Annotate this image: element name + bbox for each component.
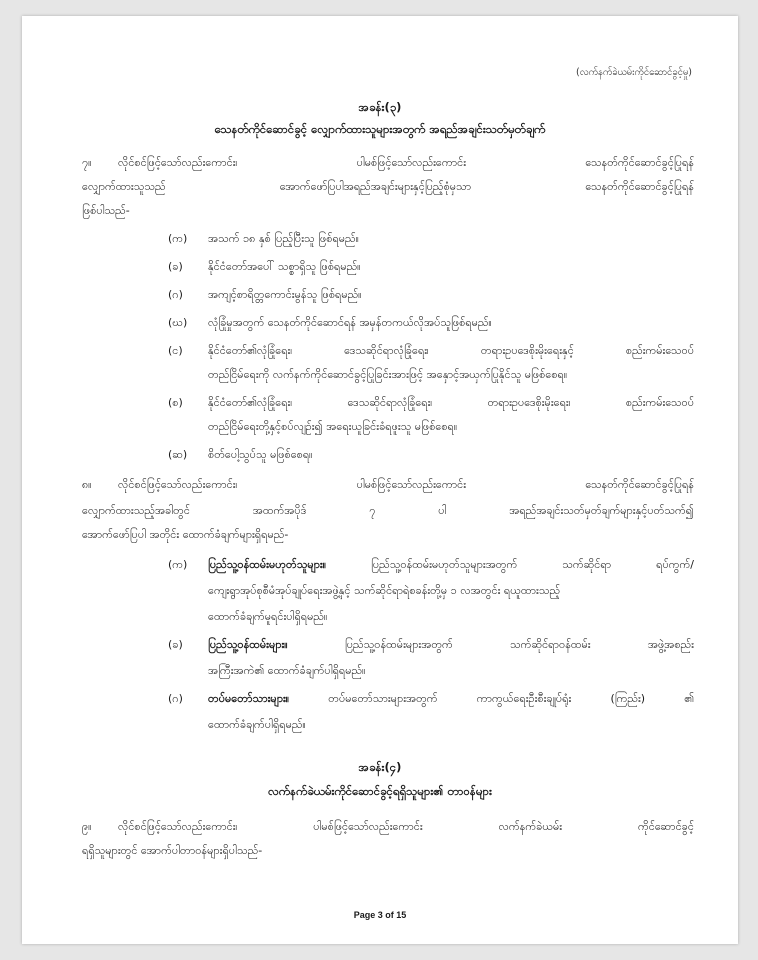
section-7-line-2 (82, 180, 694, 196)
section-7-line-3: ဖြစ်ပါသည်- (82, 204, 130, 217)
item-label: (ဆ) (168, 448, 188, 461)
section-8-line-3: အောက်ဖော်ပြပါ အတိုင်း ထောက်ခံချက်များရှိရမည်- (82, 528, 289, 541)
item-text: တည်ငြိမ်ရေးတို့နှင့်စပ်လျဉ်း၍ အရေးယူခြင်းခံရဖူးသူ မဖြစ်စေရ။ (208, 420, 458, 433)
text-segment: ပါမစ်ဖြင့်သော်လည်းကောင်း (356, 156, 467, 169)
item-label: (ဃ) (168, 316, 188, 329)
item-text: တည်ငြိမ်ရေးကို လက်နက်ကိုင်ဆောင်ခွင့်ပြုခြင်းအားဖြင့် အနှောင့်အယှက်ပြုနိုင်သူ မဖြစ်စေရ။ (208, 368, 568, 381)
section-9-line-1 (118, 820, 694, 836)
text-segment: တပ်မတော်သားများအတွက် (328, 692, 438, 705)
item-text: ထောက်ခံချက်မူရင်းပါရှိရမည်။ (208, 610, 328, 623)
text-segment: အထက်အပိုဒ် (252, 504, 307, 517)
item-text (208, 344, 694, 360)
item-label: (စ) (168, 396, 183, 409)
text-segment: သေနတ်ကိုင်ဆောင်ခွင့်ပြုရန် (585, 478, 694, 491)
item-text: အကျင့်စာရိတ္တကောင်းမွန်သူ ဖြစ်ရမည်။ (208, 288, 362, 301)
text-segment: အောက်ဖော်ပြပါအရည်အချင်းများနှင့်ပြည့်စုံမှသာ (279, 180, 472, 193)
text-segment: ပြည်သူ့ဝန်ထမ်းမဟုတ်သူများအတွက် (371, 558, 518, 571)
item-label: (င) (168, 344, 183, 357)
text-segment: သက်ဆိုင်ရာ (562, 558, 612, 571)
item-heading: ပြည်သူ့ဝန်ထမ်းမဟုတ်သူများ။ (208, 558, 327, 571)
text-segment: လျှောက်ထားသူသည် (82, 180, 166, 193)
chapter-3-subtitle: သေနတ်ကိုင်ဆောင်ခွင့် လျှောက်ထားသူများအတွက် အရည်အချင်းသတ်မှတ်ချက် (214, 122, 546, 136)
section-8-line-2 (82, 504, 694, 520)
item-text: အကြီးအကဲ၏ ထောက်ခံချက်ပါရှိရမည်။ (208, 664, 366, 677)
text-segment: လိုင်စင်ဖြင့်သော်လည်းကောင်း၊ (118, 478, 238, 491)
section-7-line-1 (118, 156, 694, 172)
text-segment: တရားဥပဒေစိုးမိုးရေးနှင့် (480, 344, 574, 357)
text-segment: နိုင်ငံတော်၏လုံခြုံရေး၊ (208, 396, 293, 409)
text-segment: အဖွဲ့အစည်း (647, 638, 694, 651)
item-text: ကျေးရွာအုပ်စုစီမံအုပ်ချုပ်ရေးအဖွဲ့နှင့် သက်ဆိုင်ရာရဲစခန်းတို့မှ ၁ လအတွင်း ရယူထားသည့် (208, 584, 561, 597)
header-reference: (လက်နက်ခဲယမ်းကိုင်ဆောင်ခွင့်မှု) (576, 67, 692, 78)
text-segment: သေနတ်ကိုင်ဆောင်ခွင့်ပြုရန် (585, 156, 694, 169)
item-label: (ဂ) (168, 692, 183, 705)
item-label: (က) (168, 558, 188, 571)
text-segment: စည်းကမ်းသေဝပ် (625, 396, 694, 409)
item-text (208, 558, 694, 574)
text-segment: လျှောက်ထားသည့်အခါတွင် (82, 504, 190, 517)
item-text: လုံခြုံမှုအတွက် သေနတ်ကိုင်ဆောင်ရန် အမှန်တကယ်လိုအပ်သူဖြစ်ရမည်။ (208, 316, 492, 329)
text-segment: လိုင်စင်ဖြင့်သော်လည်းကောင်း၊ (118, 820, 238, 833)
text-segment: နိုင်ငံတော်၏လုံခြုံရေး၊ (208, 344, 293, 357)
text-segment: ရပ်ကွက်/ (656, 558, 694, 571)
page-number: Page 3 of 15 (353, 910, 407, 920)
item-text (208, 638, 694, 654)
text-segment: ပါမစ်ဖြင့်သော်လည်းကောင်း (356, 478, 467, 491)
text-segment: ပါ (438, 504, 447, 517)
text-segment: (ကြည်း) (610, 692, 646, 705)
item-text: စိတ်ပေါ့သွပ်သူ မဖြစ်စေရ။ (208, 448, 313, 461)
text-segment: သက်ဆိုင်ရာဝန်ထမ်း (510, 638, 591, 651)
item-text: ထောက်ခံချက်ပါရှိရမည်။ (208, 718, 306, 731)
chapter-4-title: အခန်း(၄) (358, 760, 402, 774)
item-heading: ပြည်သူ့ဝန်ထမ်းများ။ (208, 638, 288, 651)
text-segment: အရည်အချင်းသတ်မှတ်ချက်များနှင့်ပတ်သက်၍ (509, 504, 694, 517)
text-segment: ဒေသဆိုင်ရာလုံခြုံရေး၊ (347, 396, 433, 409)
section-9-line-2: ရရှိသူများတွင် အောက်ပါတာဝန်များရှိပါသည်- (82, 844, 263, 857)
text-segment: သေနတ်ကိုင်ဆောင်ခွင့်ပြုရန် (585, 180, 694, 193)
text-segment: လိုင်စင်ဖြင့်သော်လည်းကောင်း၊ (118, 156, 238, 169)
item-label: (က) (168, 232, 188, 245)
item-label: (ခ) (168, 638, 183, 651)
item-text (208, 396, 694, 412)
document-page (22, 16, 738, 944)
item-text: နိုင်ငံတော်အပေါ် သစ္စာရှိသူ ဖြစ်ရမည်။ (208, 260, 361, 273)
item-text (208, 692, 694, 708)
chapter-3-title: အခန်း(၃) (358, 100, 402, 114)
chapter-4-subtitle: လက်နက်ခဲယမ်းကိုင်ဆောင်ခွင့်ရရှိသူများ၏ တာဝန်များ (268, 784, 492, 798)
text-segment: ပါမစ်ဖြင့်သော်လည်းကောင်း (313, 820, 423, 833)
text-segment: ၇ (369, 504, 376, 517)
text-segment: ကိုင်ဆောင်ခွင့် (638, 820, 694, 833)
item-label: (ဂ) (168, 288, 183, 301)
item-heading: တပ်မတော်သားများ။ (208, 692, 290, 705)
item-text: အသက် ၁၈ နှစ် ပြည့်ပြီးသူ ဖြစ်ရမည်။ (208, 232, 360, 245)
text-segment: ဒေသဆိုင်ရာလုံခြုံရေး၊ (344, 344, 429, 357)
text-segment: ကာကွယ်ရေးဦးစီးချုပ်ရုံး (476, 692, 572, 705)
section-8-number: ၈။ (82, 478, 92, 491)
section-7-number: ၇။ (82, 156, 92, 169)
text-segment: ပြည်သူ့ဝန်ထမ်းများအတွက် (344, 638, 453, 651)
text-segment: တရားဥပဒေစိုးမိုးရေး၊ (487, 396, 571, 409)
item-label: (ခ) (168, 260, 183, 273)
text-segment: လက်နက်ခဲယမ်း (498, 820, 563, 833)
text-segment: စည်းကမ်းသေဝပ် (625, 344, 694, 357)
section-9-number: ၉။ (82, 820, 92, 833)
section-8-line-1 (118, 478, 694, 494)
text-segment: ၏ (684, 692, 694, 705)
